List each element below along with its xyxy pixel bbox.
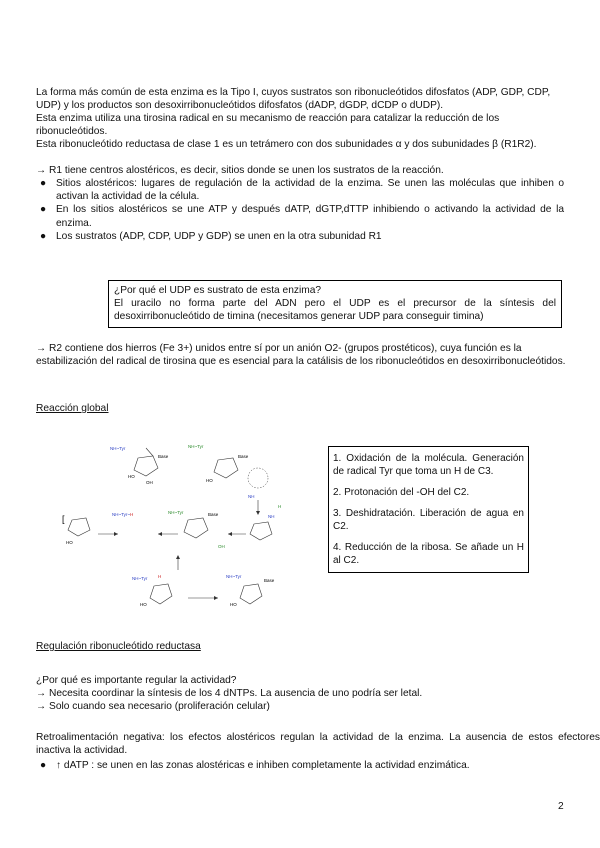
molecule-bottom-left (132, 555, 180, 607)
r1-allosteric-line: → R1 tiene centros alostéricos, es decir, sitios donde se unen los sustratos de la reacción. (36, 165, 444, 176)
question-text: ¿Por qué el UDP es sustrato de esta enzima? (114, 285, 322, 296)
bullet-icon: ● (40, 204, 47, 216)
list-item (36, 203, 564, 229)
label-nh: NH (268, 514, 275, 519)
label-ho: HO (230, 602, 237, 607)
label-nh-tyr: NH~Tyr (168, 510, 184, 515)
r2-paragraph: → R2 contiene dos hierros (Fe 3+) unidos entre sí por un anión O2- (grupos prostéticos), cuya función es la estabilización del radical de tirosina que es esencial para la catálisis de los ribonucleótidos en desoxirribonucleótidos. (36, 343, 566, 368)
label-nh-tyr: NH~Tyr (110, 446, 126, 451)
bullet-icon: ● (40, 178, 47, 189)
molecule-bottom-right (188, 574, 275, 607)
svg-text:[: [ (62, 514, 65, 524)
label-oh: OH (146, 480, 153, 485)
step-2: 2. Protonación del -OH del C2. (333, 487, 470, 498)
molecule-middle-center (158, 510, 225, 549)
answer-text: El uracilo no forma parte del ADN pero el UDP es el precursor de la síntesis del desoxirribonucleótido de timina (necesitamos generar UDP para conseguir timina) (114, 298, 556, 323)
label-h: H (158, 574, 162, 579)
reaction-steps-box (328, 446, 529, 573)
step-3: 3. Deshidratación. Liberación de agua en C2. (333, 508, 524, 532)
intro-paragraph-3: Esta ribonucleótido reductasa de clase 1 es un tetrámero con dos subunidades α y dos subunidades β (R1R2). (36, 139, 537, 150)
list-item-text: Sitios alostéricos: lugares de regulación de la actividad de la enzima. Se unen las moléculas que inhiben o activan la actividad de la célula. (56, 178, 564, 203)
intro-paragraph-1: La forma más común de esta enzima es la Tipo I, cuyos sustratos son ribonucleótidos difosfatos (ADP, GDP, CDP, UDP) y los productos son desoxirribonucleótidos difosfatos (dADP, dGDP, dCDP o dUDP). (36, 87, 551, 112)
molecule-top-left (110, 446, 169, 485)
list-item (36, 230, 564, 243)
reaction-mechanism-diagram (58, 438, 318, 616)
udp-question-box (108, 280, 562, 328)
intro-paragraph-2: Esta enzima utiliza una tirosina radical en su mecanismo de reacción para catalizar la reducción de los ribonucleótidos. (36, 113, 500, 138)
label-nh-tyr: NH~Tyr (226, 574, 242, 579)
label-nh-tyr: NH~Tyr (188, 444, 204, 449)
step-4: 4. Reducción de la ribosa. Se añade un H al C2. (333, 542, 524, 566)
regulation-line-1: → Necesita coordinar la síntesis de los 4 dNTPs. La ausencia de uno podría ser letal. (36, 688, 423, 699)
list-item-text: En los sitios alostéricos se une ATP y después dATP, dGTP,dTTP inhibiendo o activando la actividad de la enzima. (56, 204, 564, 229)
label-nh-tyr: NH~Tyr~H (112, 512, 134, 517)
label-base: Base (264, 578, 275, 583)
r1-bullet-list (36, 177, 564, 243)
list-item-text: Los sustratos (ADP, CDP, UDP y GDP) se unen en la otra subunidad R1 (56, 230, 382, 242)
heading-regulacion: Regulación ribonucleótido reductasa (36, 641, 201, 652)
list-item-text: ↑ dATP : se unen en las zonas alostéricas e inhiben completamente la actividad enzimática. (56, 760, 470, 771)
list-item (36, 177, 564, 203)
label-base: Base (158, 454, 169, 459)
label-ho: HO (140, 602, 147, 607)
page-number: 2 (558, 801, 564, 812)
retroalimentation-paragraph: Retroalimentación negativa: los efectos alostéricos regulan la actividad de la enzima. La ausencia de estos efectores inactiva la actividad. (36, 732, 600, 757)
label-oh: OH (218, 544, 225, 549)
regulation-line-2: → Solo cuando sea necesario (proliferación celular) (36, 701, 270, 712)
bullet-icon: ● (40, 760, 47, 771)
regulation-question: ¿Por qué es importante regular la actividad? (36, 675, 237, 686)
heading-reaccion-global: Reacción global (36, 403, 109, 414)
molecule-top-right (188, 444, 268, 499)
step-1: 1. Oxidación de la molécula. Generación de radical Tyr que toma un H de C3. (333, 453, 524, 477)
label-nh-tyr: NH~Tyr (132, 576, 148, 581)
retro-bullet-list (36, 759, 566, 772)
bullet-icon: ● (40, 230, 47, 242)
list-item (36, 759, 566, 772)
label-base: Base (238, 454, 249, 459)
molecule-middle-left (62, 512, 133, 545)
label-base: Base (208, 512, 219, 517)
label-ho: HO (206, 478, 213, 483)
label-h: H (278, 504, 282, 509)
label-ho: HO (66, 540, 73, 545)
label-nh: NH (248, 494, 255, 499)
label-ho: HO (128, 474, 135, 479)
molecule-middle-right (228, 500, 281, 540)
